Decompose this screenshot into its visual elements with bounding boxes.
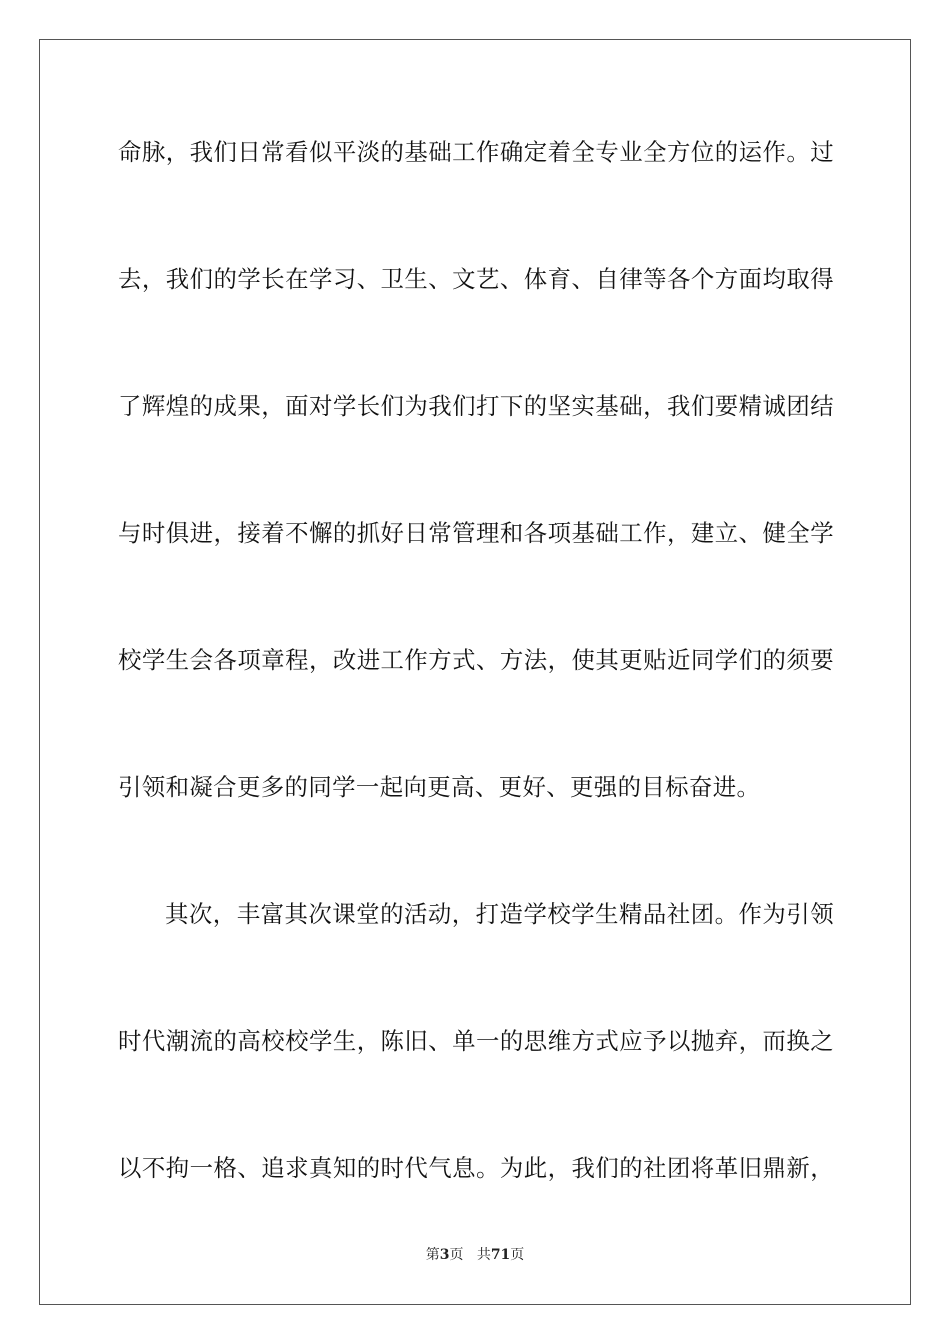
text-line: 与时俱进，接着不懈的抓好日常管理和各项基础工作，建立、健全学 bbox=[118, 519, 834, 547]
text-line: 了辉煌的成果，面对学长们为我们打下的坚实基础，我们要精诚团结 bbox=[118, 392, 834, 420]
page-footer bbox=[0, 1245, 950, 1265]
text-line: 去，我们的学长在学习、卫生、文艺、体育、自律等各个方面均取得 bbox=[118, 265, 834, 293]
text-line: 以不拘一格、追求真知的时代气息。为此，我们的社团将革旧鼎新， bbox=[118, 1154, 834, 1182]
text-line: 引领和凝合更多的同学一起向更高、更好、更强的目标奋进。 bbox=[118, 773, 761, 801]
text-line: 校学生会各项章程，改进工作方式、方法，使其更贴近同学们的须要 bbox=[118, 646, 834, 674]
total-pages: 71 bbox=[490, 1247, 511, 1263]
page-number: 3 bbox=[439, 1247, 450, 1263]
paragraph-first-line: 其次，丰富其次课堂的活动，打造学校学生精品社团。作为引领 bbox=[165, 900, 834, 928]
document-body bbox=[118, 130, 834, 1273]
page-label-suffix: 页 bbox=[449, 1247, 464, 1263]
total-label-suffix: 页 bbox=[510, 1247, 525, 1263]
text-line: 命脉，我们日常看似平淡的基础工作确定着全专业全方位的运作。过 bbox=[118, 138, 834, 166]
page-label-prefix: 第 bbox=[425, 1247, 440, 1263]
text-line: 时代潮流的高校校学生，陈旧、单一的思维方式应予以抛弃，而换之 bbox=[118, 1027, 834, 1055]
total-label-prefix: 共 bbox=[476, 1247, 491, 1263]
